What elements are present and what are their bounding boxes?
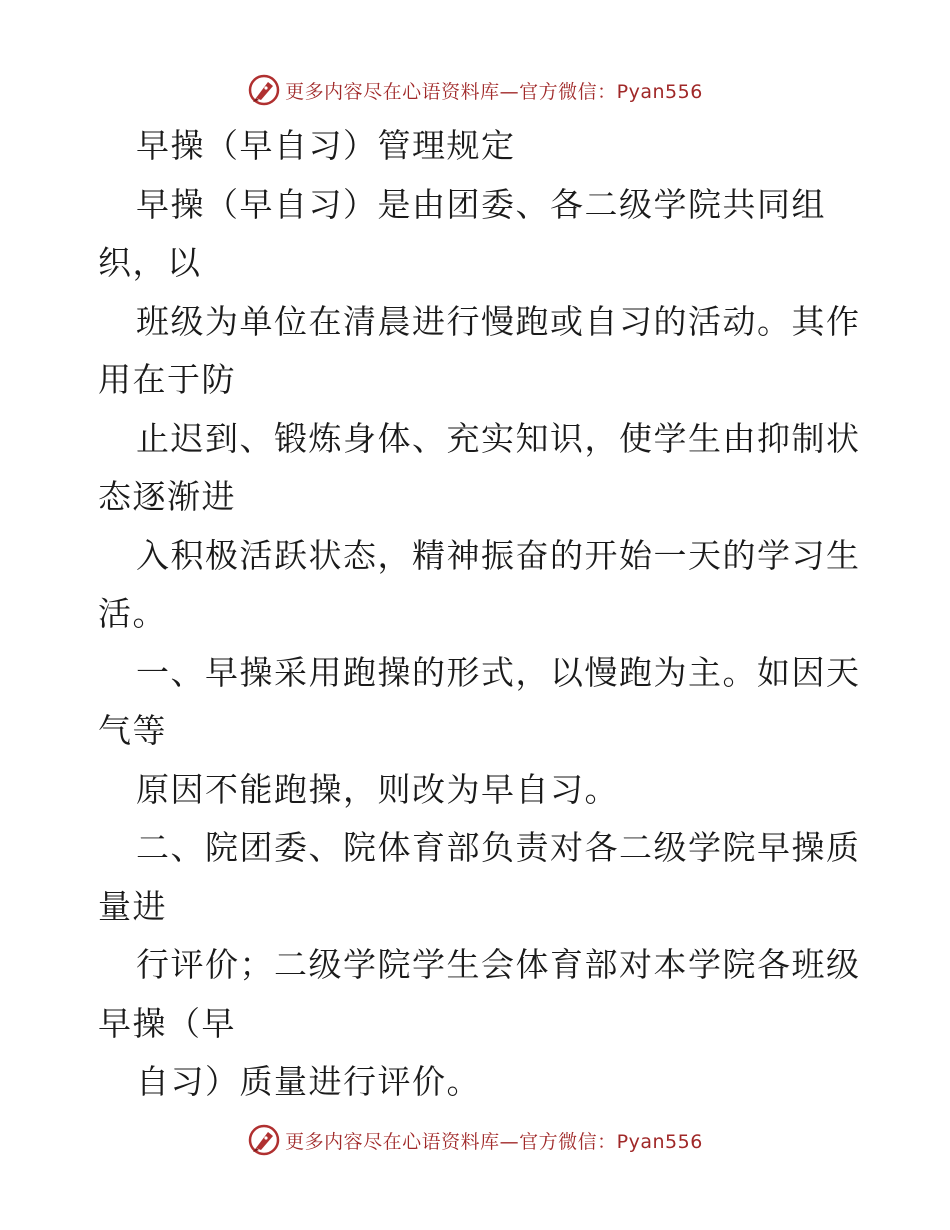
paragraph-line: 气等	[98, 711, 167, 750]
paragraph-line: 织，以	[98, 243, 202, 282]
paragraph-line: 早操（早	[98, 1004, 236, 1043]
footer-watermark	[0, 1120, 950, 1160]
paragraph-line: 入积极活跃状态，精神振奋的开始一天的学习生	[136, 536, 861, 575]
paragraph-line: 二、院团委、院体育部负责对各二级学院早操质	[136, 828, 861, 867]
document-title: 早操（早自习）管理规定	[136, 126, 516, 165]
paragraph-line: 早操（早自习）是由团委、各二级学院共同组	[136, 185, 826, 224]
pen-nib-icon	[247, 1123, 281, 1157]
watermark-text: 更多内容尽在心语资料库—官方微信：Pyan556	[285, 1130, 703, 1153]
paragraph-line: 行评价；二级学院学生会体育部对本学院各班级	[136, 945, 861, 984]
paragraph-line: 自习）质量进行评价。	[136, 1062, 481, 1101]
paragraph-line: 态逐渐进	[98, 477, 236, 516]
watermark-text: 更多内容尽在心语资料库—官方微信：Pyan556	[285, 80, 703, 103]
pen-nib-icon	[247, 73, 281, 107]
header-watermark	[0, 70, 950, 110]
paragraph-line: 班级为单位在清晨进行慢跑或自习的活动。其作	[136, 302, 861, 341]
paragraph-line: 一、早操采用跑操的形式，以慢跑为主。如因天	[136, 653, 861, 692]
paragraph-line: 原因不能跑操，则改为早自习。	[136, 770, 619, 809]
paragraph-line: 用在于防	[98, 360, 236, 399]
paragraph-line: 活。	[98, 594, 167, 633]
paragraph-line: 止迟到、锻炼身体、充实知识，使学生由抑制状	[136, 419, 861, 458]
paragraph-line: 量进	[98, 887, 167, 926]
